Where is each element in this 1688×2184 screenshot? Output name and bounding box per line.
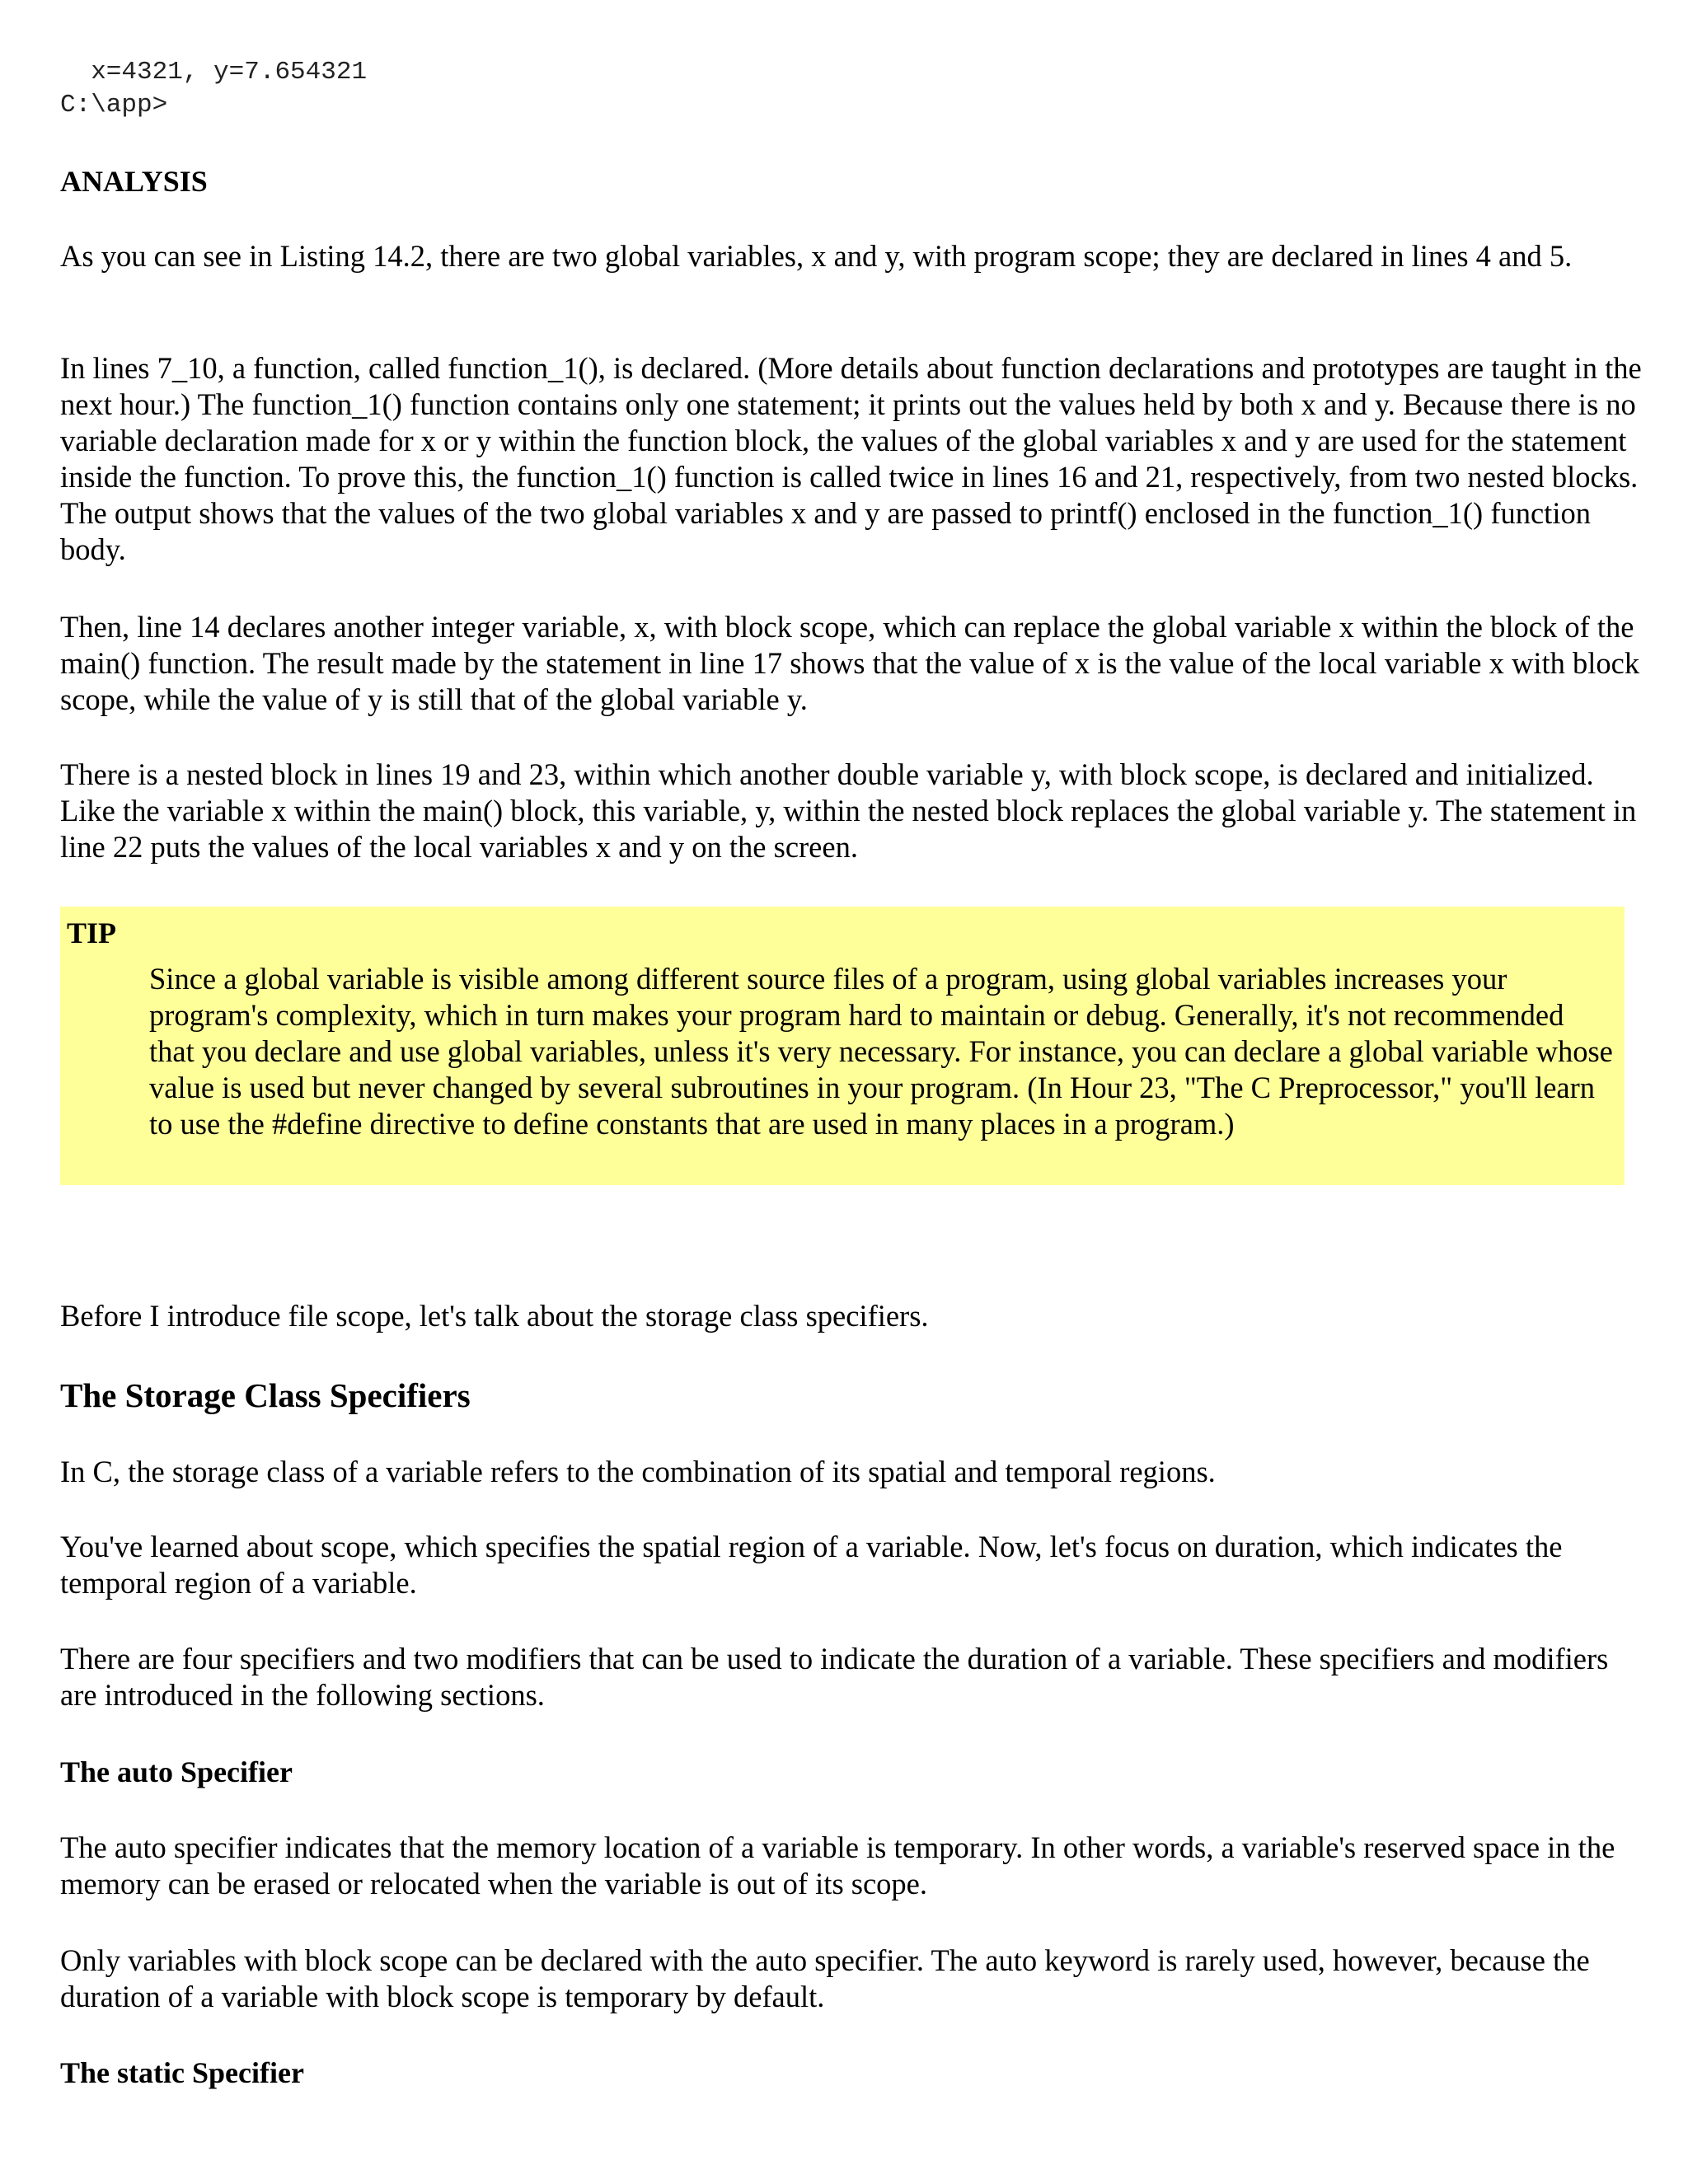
- code-output-line-1: x=4321, y=7.654321: [60, 58, 368, 87]
- tip-box: [60, 907, 1625, 1185]
- code-output-line-2: C:\app>: [60, 91, 168, 120]
- auto-specifier-paragraph-2: Only variables with block scope can be declared with the auto specifier. The auto keyword is rarely used, however, because the duration of a variable with block scope is temporary by default.: [60, 1943, 1590, 2013]
- analysis-paragraph-1: As you can see in Listing 14.2, there are two global variables, x and y, with program scope; they are declared in lines 4 and 5.: [60, 239, 1573, 273]
- static-specifier-heading: The static Specifier: [60, 2056, 304, 2089]
- analysis-paragraph-4: There is a nested block in lines 19 and 23, within which another double variable y, with block scope, is declared and initialized. Like the variable x within the main() block, this variable, y, within the nested block replaces the global variable y. The statement in line 22 puts the values of the local variables x and y on the screen.: [60, 757, 1637, 864]
- intro-paragraph: Before I introduce file scope, let's talk about the storage class specifiers.: [60, 1299, 929, 1333]
- auto-specifier-heading: The auto Specifier: [60, 1755, 293, 1788]
- analysis-paragraph-3: Then, line 14 declares another integer variable, x, with block scope, which can replace the global variable x within the block of the main() function. The result made by the statement in line 17 shows that the value of x is the value of the local variable x with block scope, while the value of y is still that of the global variable y.: [60, 610, 1640, 716]
- storage-class-paragraph-3: There are four specifiers and two modifiers that can be used to indicate the duration of a variable. These specifiers and modifiers are introduced in the following sections.: [60, 1642, 1609, 1712]
- auto-specifier-paragraph-1: The auto specifier indicates that the memory location of a variable is temporary. In other words, a variable's reserved space in the memory can be erased or relocated when the variable is out of its scope.: [60, 1830, 1615, 1900]
- analysis-heading: ANALYSIS: [60, 165, 208, 198]
- storage-class-paragraph-1: In C, the storage class of a variable refers to the combination of its spatial and temporal regions.: [60, 1455, 1216, 1488]
- tip-label: TIP: [67, 916, 117, 949]
- storage-class-paragraph-2: You've learned about scope, which specifies the spatial region of a variable. Now, let's focus on duration, which indicates the temporal region of a variable.: [60, 1530, 1563, 1600]
- analysis-paragraph-2: In lines 7_10, a function, called function_1(), is declared. (More details about function declarations and prototypes are taught in the next hour.) The function_1() function contains only one statement; it prints out the values held by both x and y. Because there is no variable declaration made for x or y within the function block, the values of the global variables x and y are used for the statement inside the function. To prove this, the function_1() function is called twice in lines 16 and 21, respectively, from two nested blocks. The output shows that the values of the two global variables x and y are passed to printf() enclosed in the function_1() function body.: [60, 351, 1642, 566]
- storage-class-heading: The Storage Class Specifiers: [60, 1376, 471, 1414]
- tip-text: Since a global variable is visible among different source files of a program, using global variables increases your program's complexity, which in turn makes your program hard to maintain or debug. Generally, it's not recommended that you declare and use global variables, unless it's very necessary. For instance, you can declare a global variable whose value is used but never changed by several subroutines in your program. (In Hour 23, "The C Preprocessor," you'll learn to use the #define directive to define constants that are used in many places in a program.): [149, 962, 1613, 1141]
